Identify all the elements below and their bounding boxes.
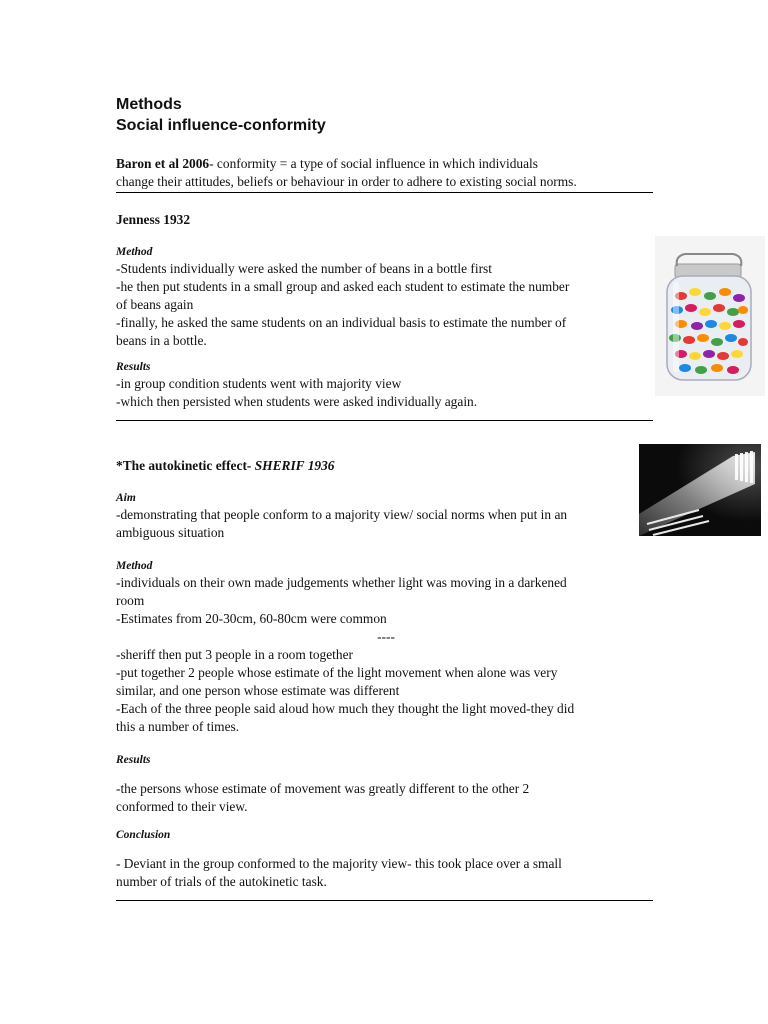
sherif-method-label: Method: [116, 560, 153, 572]
sherif-citation: SHERIF 1936: [254, 458, 335, 473]
sherif-method-line: -sheriff then put 3 people in a room together: [116, 647, 353, 662]
sherif-method-line: this a number of times.: [116, 719, 240, 734]
jelly-bean-jar-image: [655, 236, 765, 396]
jenness-method-line: of beans again: [116, 297, 194, 312]
sherif-results-line: -the persons whose estimate of movement was greatly different to the other 2: [116, 781, 530, 796]
jenness-method-line: -Students individually were asked the number of beans in a bottle first: [116, 261, 492, 276]
sherif-method-line: -put together 2 people whose estimate of the light movement when alone was very: [116, 665, 558, 680]
jenness-method-line: -finally, he asked the same students on an individual basis to estimate the number of: [116, 315, 567, 330]
sherif-method-line: room: [116, 593, 145, 608]
sherif-method-line: similar, and one person whose estimate was different: [116, 683, 400, 698]
separator: ----: [377, 629, 395, 644]
jenness-results-line: -in group condition students went with majority view: [116, 376, 402, 391]
dark-room-light-image: [639, 444, 761, 536]
baron-citation: Baron et al 2006: [116, 156, 210, 171]
jenness-section: [116, 211, 656, 411]
jenness-method-label: Method: [116, 246, 153, 258]
sherif-section: [116, 457, 656, 891]
jenness-results-line: -which then persisted when students were asked individually again.: [116, 394, 478, 409]
sherif-aim-label: Aim: [116, 492, 136, 504]
sherif-conclusion-line: number of trials of the autokinetic task.: [116, 874, 327, 889]
sherif-method-line: -individuals on their own made judgements whether light was moving in a darkened: [116, 575, 567, 590]
jenness-results-label: Results: [116, 361, 151, 373]
page-title: Methods: [116, 96, 182, 113]
baron-definition: [116, 155, 656, 191]
sherif-method-line: -Estimates from 20-30cm, 60-80cm were common: [116, 611, 387, 626]
jenness-method-line: -he then put students in a small group and asked each student to estimate the number: [116, 279, 570, 294]
divider: [116, 420, 653, 421]
divider: [116, 192, 653, 193]
sherif-aim-line: -demonstrating that people conform to a majority view/ social norms when put in an: [116, 507, 568, 522]
page-subtitle: Social influence-conformity: [116, 117, 326, 134]
jenness-heading: Jenness 1932: [116, 212, 191, 227]
sherif-conclusion-line: - Deviant in the group conformed to the majority view- this took place over a small: [116, 856, 562, 871]
baron-line-1: - conformity = a type of social influence in which individuals: [209, 156, 538, 171]
jenness-method-line: beans in a bottle.: [116, 333, 207, 348]
sherif-heading: *The autokinetic effect-: [116, 458, 255, 473]
sherif-aim-line: ambiguous situation: [116, 525, 225, 540]
sherif-conclusion-label: Conclusion: [116, 829, 171, 841]
baron-line-2: change their attitudes, beliefs or behaviour in order to adhere to existing social norms.: [116, 174, 577, 189]
sherif-results-label: Results: [116, 754, 151, 766]
sherif-method-line: -Each of the three people said aloud how much they thought the light moved-they did: [116, 701, 575, 716]
divider: [116, 900, 653, 901]
sherif-results-line: conformed to their view.: [116, 799, 248, 814]
